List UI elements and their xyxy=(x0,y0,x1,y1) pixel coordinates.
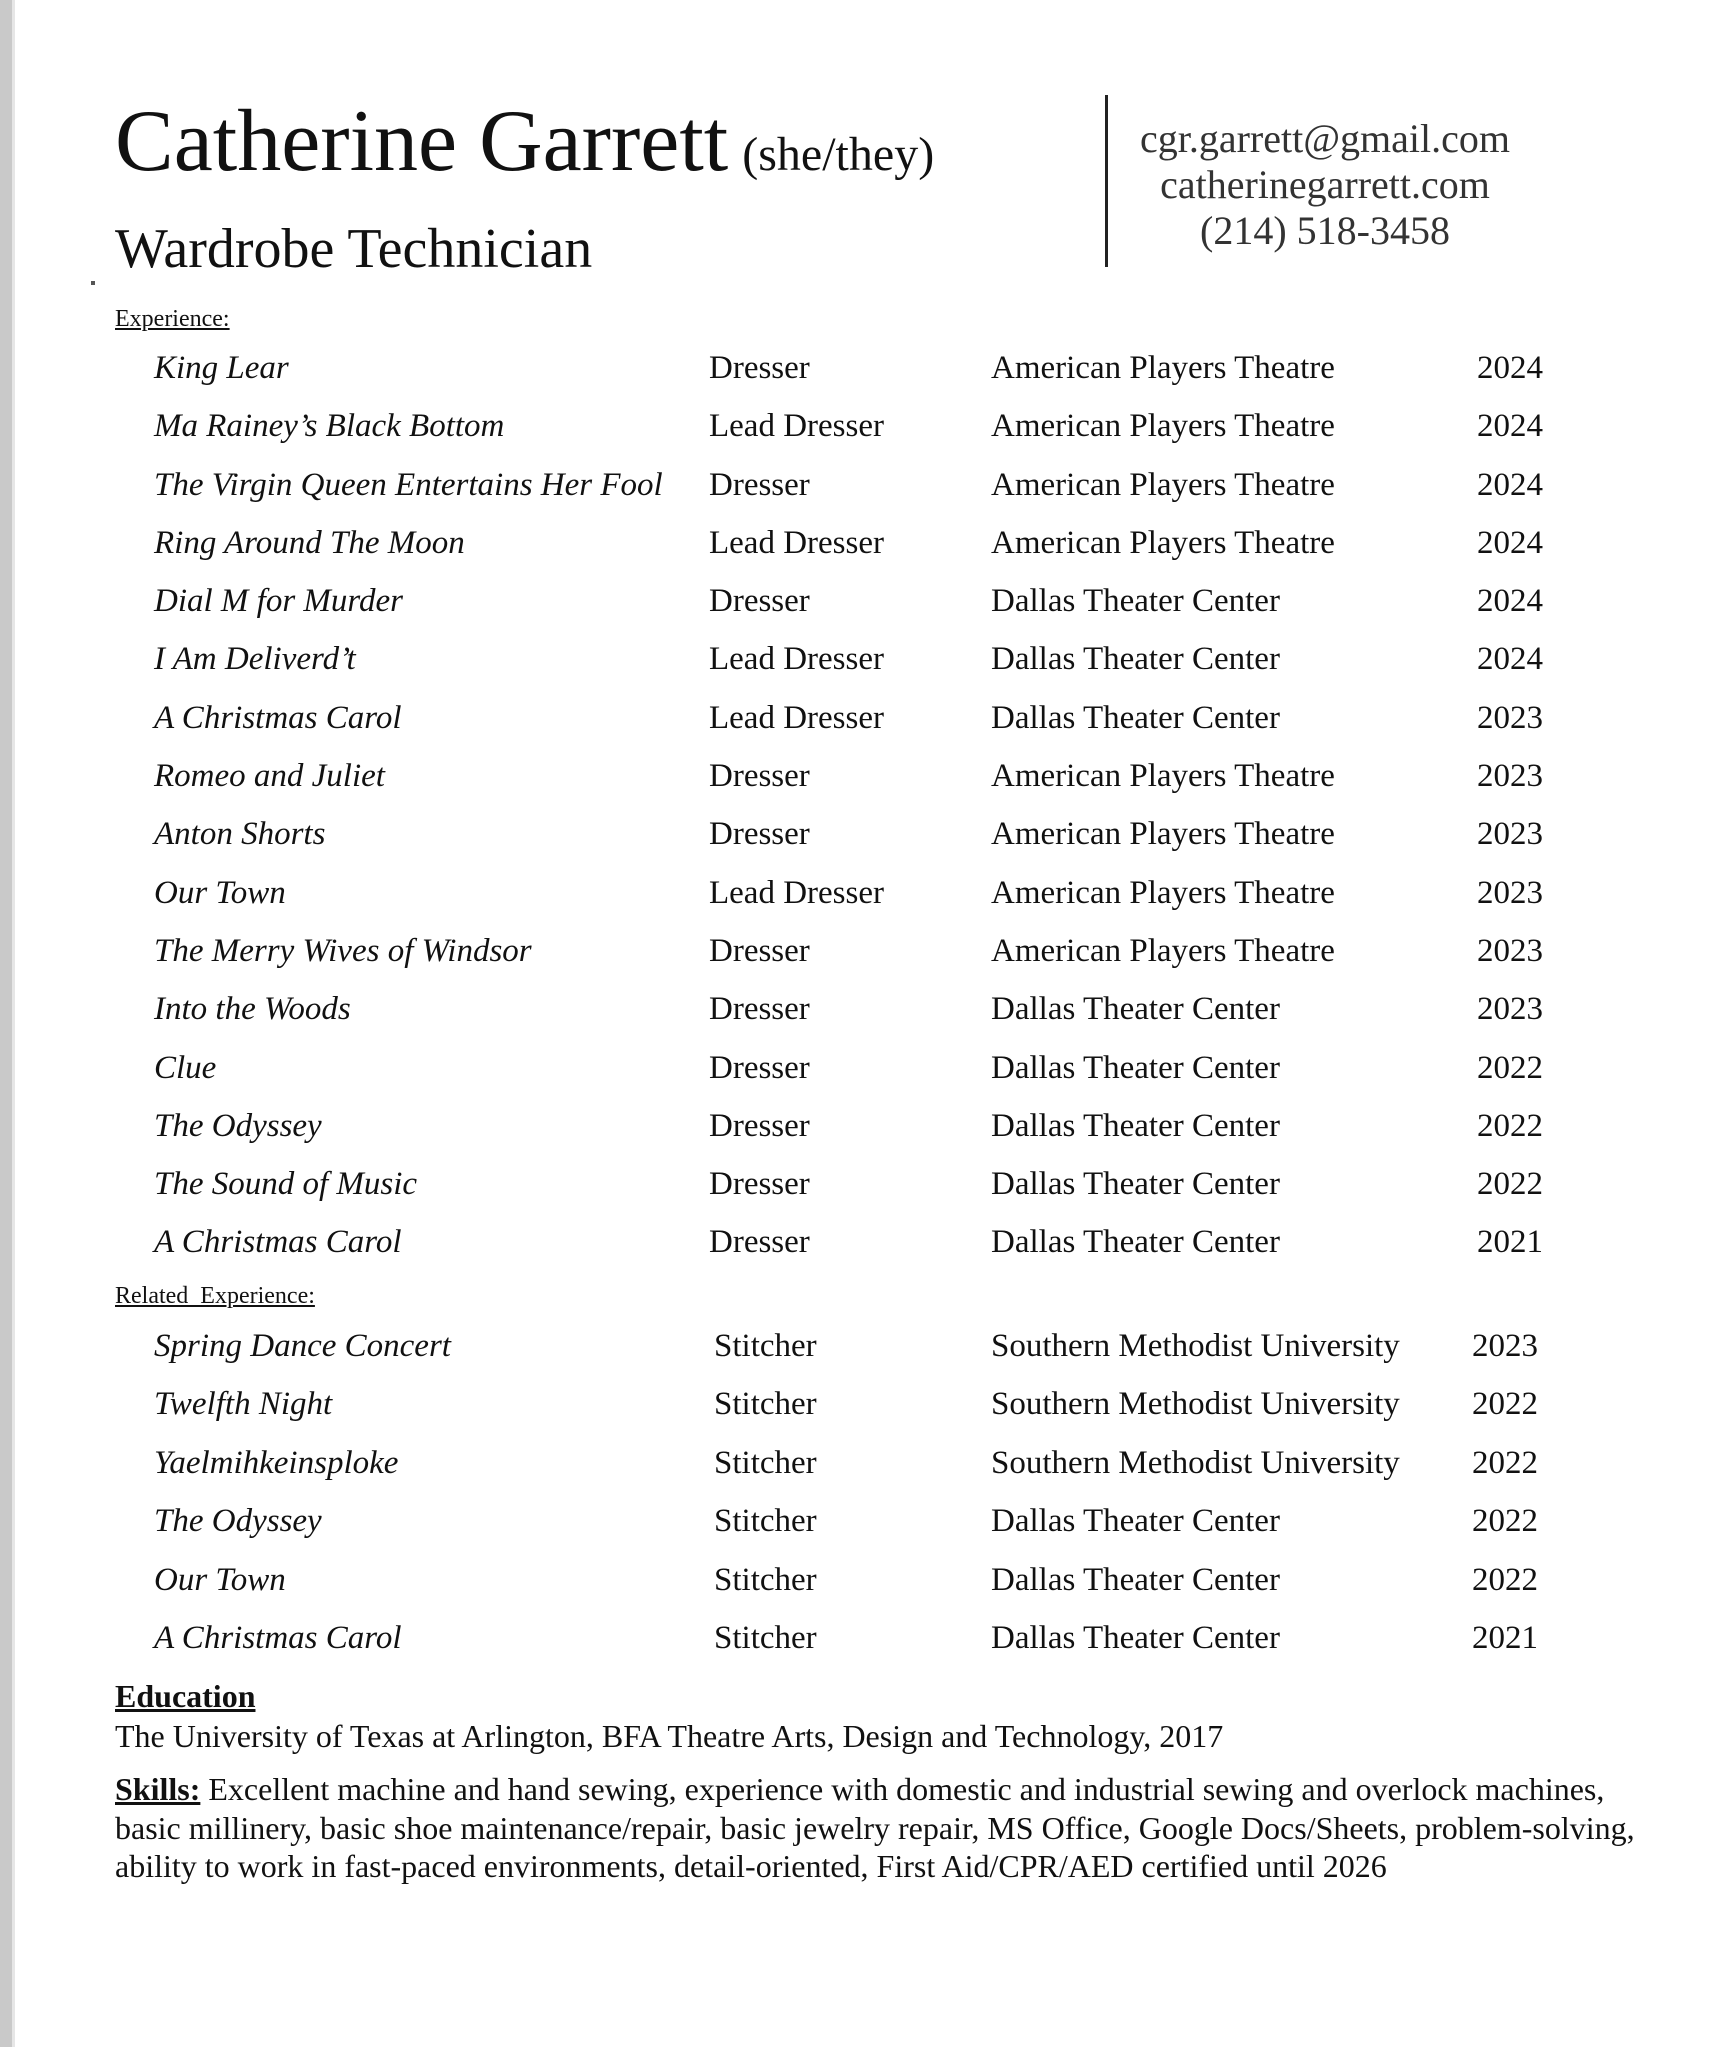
role: Dresser xyxy=(709,816,810,853)
production-title: Ma Rainey’s Black Bottom xyxy=(154,408,505,445)
table-row xyxy=(0,1495,1727,1553)
production-title: A Christmas Carol xyxy=(154,1224,402,1261)
table-row xyxy=(0,517,1727,575)
year: 2023 xyxy=(1477,932,1543,969)
production-title: The Virgin Queen Entertains Her Fool xyxy=(154,466,663,503)
table-row xyxy=(0,633,1727,691)
role: Dresser xyxy=(709,1224,810,1261)
table-row xyxy=(0,342,1727,400)
production-title: Yaelmihkeinsploke xyxy=(154,1444,399,1481)
table-row xyxy=(0,1216,1727,1274)
venue: American Players Theatre xyxy=(991,524,1335,561)
year: 2023 xyxy=(1477,874,1543,911)
role: Stitcher xyxy=(714,1619,817,1656)
venue: Dallas Theater Center xyxy=(991,1503,1280,1540)
role: Stitcher xyxy=(714,1503,817,1540)
name-block xyxy=(115,93,935,190)
year: 2023 xyxy=(1477,758,1543,795)
year: 2022 xyxy=(1477,1049,1543,1086)
person-name: Catherine Garrett xyxy=(115,93,729,190)
table-row xyxy=(0,459,1727,517)
venue: Dallas Theater Center xyxy=(991,1561,1280,1598)
table-row xyxy=(0,400,1727,458)
production-title: The Odyssey xyxy=(154,1107,322,1144)
production-title: The Merry Wives of Windsor xyxy=(154,932,532,969)
venue: Southern Methodist University xyxy=(991,1444,1400,1481)
contact-block xyxy=(1115,116,1535,254)
venue: Dallas Theater Center xyxy=(991,583,1280,620)
role: Dresser xyxy=(709,583,810,620)
year: 2024 xyxy=(1477,583,1543,620)
table-row xyxy=(0,692,1727,750)
role: Stitcher xyxy=(714,1561,817,1598)
venue: Dallas Theater Center xyxy=(991,699,1280,736)
production-title: A Christmas Carol xyxy=(154,699,402,736)
role: Dresser xyxy=(709,1107,810,1144)
venue: Dallas Theater Center xyxy=(991,641,1280,678)
table-row xyxy=(0,575,1727,633)
year: 2023 xyxy=(1472,1328,1538,1364)
venue: American Players Theatre xyxy=(991,466,1335,503)
education-heading: Education xyxy=(115,1678,256,1714)
production-title: A Christmas Carol xyxy=(154,1619,402,1656)
year: 2022 xyxy=(1477,1166,1543,1203)
role: Dresser xyxy=(709,758,810,795)
table-row xyxy=(0,1158,1727,1216)
production-title: Our Town xyxy=(154,1561,286,1598)
venue: American Players Theatre xyxy=(991,758,1335,795)
role: Dresser xyxy=(709,1166,810,1203)
year: 2024 xyxy=(1477,408,1543,445)
production-title: I Am Deliverd’t xyxy=(154,641,356,678)
skills-text: Excellent machine and hand sewing, experience with domestic and industrial sewing and overlock machines, basic millinery, basic shoe maintenance/repair, basic jewelry repair, MS Office, Google Docs/Sheets, problem-solving, ability to work in fast-paced environments, detail-oriented, First Aid/CPR/AED certified until 2026 xyxy=(115,1771,1635,1884)
venue: Southern Methodist University xyxy=(991,1328,1400,1364)
table-row xyxy=(0,1042,1727,1100)
year: 2022 xyxy=(1472,1444,1538,1481)
venue: American Players Theatre xyxy=(991,408,1335,445)
table-row xyxy=(0,1100,1727,1158)
venue: Southern Methodist University xyxy=(991,1386,1400,1423)
role: Lead Dresser xyxy=(709,524,884,561)
contact-email[interactable]: cgr.garrett@gmail.com xyxy=(1139,116,1511,161)
experience-list xyxy=(0,342,1727,1275)
venue: Dallas Theater Center xyxy=(991,991,1280,1028)
role: Stitcher xyxy=(714,1444,817,1481)
production-title: Dial M for Murder xyxy=(154,583,404,620)
year: 2022 xyxy=(1472,1386,1538,1423)
year: 2024 xyxy=(1477,466,1543,503)
venue: Dallas Theater Center xyxy=(991,1107,1280,1144)
venue: Dallas Theater Center xyxy=(991,1049,1280,1086)
role: Lead Dresser xyxy=(709,699,884,736)
related-experience-list xyxy=(0,1320,1727,1670)
role: Dresser xyxy=(709,1049,810,1086)
education-text: The University of Texas at Arlington, BFA Theatre Arts, Design and Technology, 2017 xyxy=(115,1718,1224,1754)
venue: American Players Theatre xyxy=(991,932,1335,969)
experience-heading: Experience: xyxy=(115,306,230,332)
production-title: Our Town xyxy=(154,874,286,911)
production-title: Anton Shorts xyxy=(154,816,326,853)
production-title: Clue xyxy=(154,1049,217,1086)
year: 2023 xyxy=(1477,699,1543,736)
role: Lead Dresser xyxy=(709,641,884,678)
venue: Dallas Theater Center xyxy=(991,1224,1280,1261)
table-row xyxy=(0,1320,1727,1378)
role: Dresser xyxy=(709,350,810,386)
production-title: Twelfth Night xyxy=(154,1386,333,1423)
venue: American Players Theatre xyxy=(991,350,1335,386)
production-title: King Lear xyxy=(154,350,289,386)
production-title: Spring Dance Concert xyxy=(154,1328,451,1364)
header-divider xyxy=(1105,95,1108,267)
year: 2024 xyxy=(1477,641,1543,678)
venue: American Players Theatre xyxy=(991,816,1335,853)
year: 2023 xyxy=(1477,991,1543,1028)
production-title: Ring Around The Moon xyxy=(154,524,465,561)
skills-paragraph xyxy=(115,1770,1635,1886)
year: 2022 xyxy=(1472,1561,1538,1598)
year: 2021 xyxy=(1472,1619,1538,1656)
production-title: Into the Woods xyxy=(154,991,351,1028)
role: Lead Dresser xyxy=(709,874,884,911)
role: Dresser xyxy=(709,466,810,503)
venue: American Players Theatre xyxy=(991,874,1335,911)
year: 2023 xyxy=(1477,816,1543,853)
pronouns: (she/they) xyxy=(742,128,935,181)
table-row xyxy=(0,1437,1727,1495)
venue: Dallas Theater Center xyxy=(991,1619,1280,1656)
contact-phone[interactable]: (214) 518-3458 xyxy=(1200,208,1450,253)
year: 2024 xyxy=(1477,524,1543,561)
table-row xyxy=(0,808,1727,866)
venue: Dallas Theater Center xyxy=(991,1166,1280,1203)
table-row xyxy=(0,983,1727,1041)
role: Stitcher xyxy=(714,1328,817,1364)
table-row xyxy=(0,867,1727,925)
production-title: Romeo and Juliet xyxy=(154,758,385,795)
table-row xyxy=(0,1612,1727,1670)
year: 2022 xyxy=(1477,1107,1543,1144)
role: Lead Dresser xyxy=(709,408,884,445)
contact-website[interactable]: catherinegarrett.com xyxy=(1160,162,1490,207)
year: 2024 xyxy=(1477,350,1543,386)
year: 2022 xyxy=(1472,1503,1538,1540)
table-row xyxy=(0,925,1727,983)
table-row xyxy=(0,1378,1727,1436)
stray-mark xyxy=(91,281,95,285)
role: Dresser xyxy=(709,991,810,1028)
related-experience-heading: Related Experience: xyxy=(115,1283,315,1309)
skills-label: Skills: xyxy=(115,1771,201,1807)
role: Dresser xyxy=(709,932,810,969)
table-row xyxy=(0,1554,1727,1612)
role: Stitcher xyxy=(714,1386,817,1423)
job-title: Wardrobe Technician xyxy=(115,218,593,280)
production-title: The Sound of Music xyxy=(154,1166,418,1203)
production-title: The Odyssey xyxy=(154,1503,322,1540)
year: 2021 xyxy=(1477,1224,1543,1261)
table-row xyxy=(0,750,1727,808)
